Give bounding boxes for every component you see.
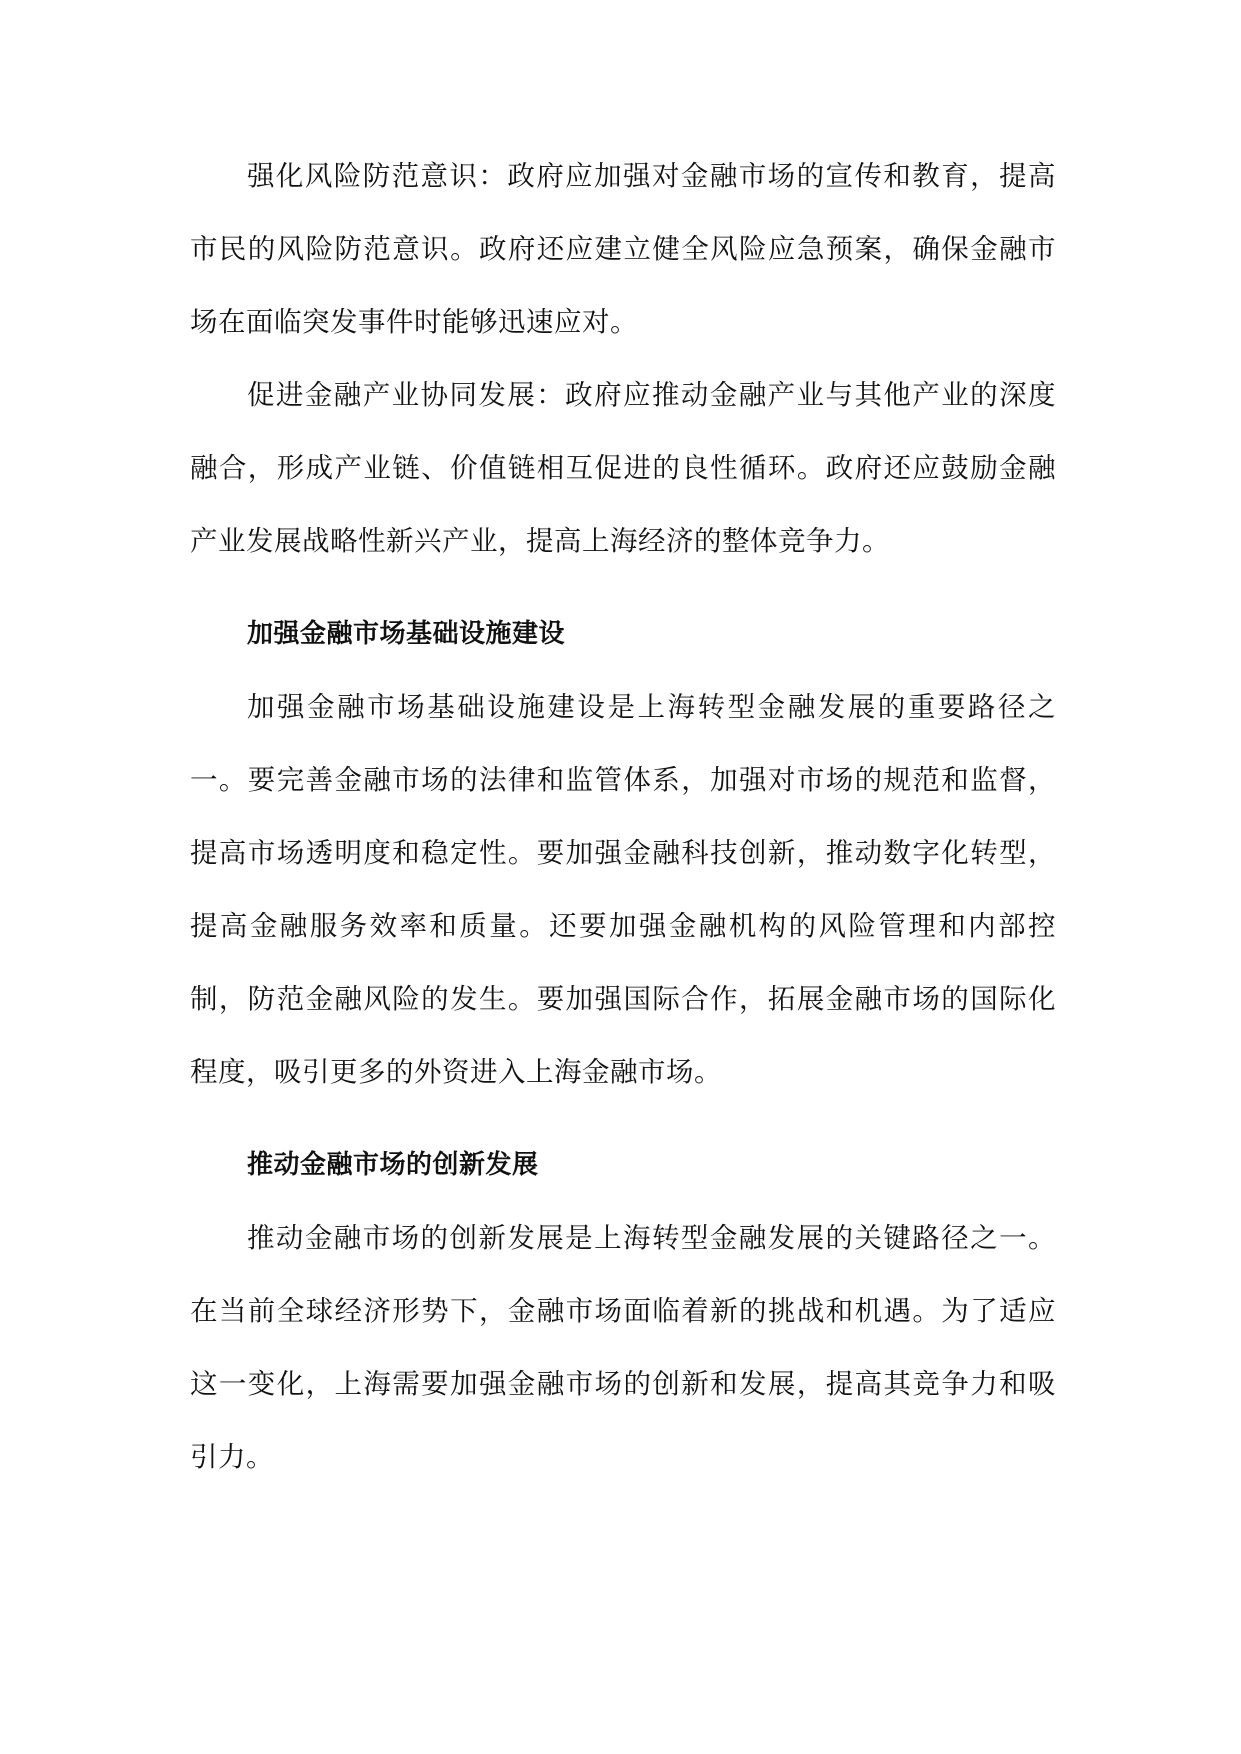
- paragraph-infrastructure: 加强金融市场基础设施建设是上海转型金融发展的重要路径之一。要完善金融市场的法律和监管体系，加强对市场的规范和监督，提高市场透明度和稳定性。要加强金融科技创新，推动数字化转型，提高金融服务效率和质量。还要加强金融机构的风险管理和内部控制，防范金融风险的发生。要加强国际合作，拓展金融市场的国际化程度，吸引更多的外资进入上海金融市场。: [190, 691, 1056, 1088]
- paragraph-innovation: 推动金融市场的创新发展是上海转型金融发展的关键路径之一。在当前全球经济形势下，金融市场面临着新的挑战和机遇。为了适应这一变化，上海需要加强金融市场的创新和发展，提高其竞争力和吸引力。: [190, 1222, 1056, 1473]
- paragraph-industry-synergy: 促进金融产业协同发展：政府应推动金融产业与其他产业的深度融合，形成产业链、价值链相互促进的良性循环。政府还应鼓励金融产业发展战略性新兴产业，提高上海经济的整体竞争力。: [190, 379, 1056, 557]
- section-gap: [190, 1109, 1056, 1129]
- section-heading-infrastructure: 加强金融市场基础设施建设: [247, 619, 566, 649]
- paragraph-risk-awareness: 强化风险防范意识：政府应加强对金融市场的宣传和教育，提高市民的风险防范意识。政府还应建立健全风险应急预案，确保金融市场在面临突发事件时能够迅速应对。: [190, 160, 1056, 338]
- section-heading-innovation: 推动金融市场的创新发展: [247, 1150, 539, 1180]
- section-gap: [190, 578, 1056, 598]
- document-body: [190, 140, 1056, 1494]
